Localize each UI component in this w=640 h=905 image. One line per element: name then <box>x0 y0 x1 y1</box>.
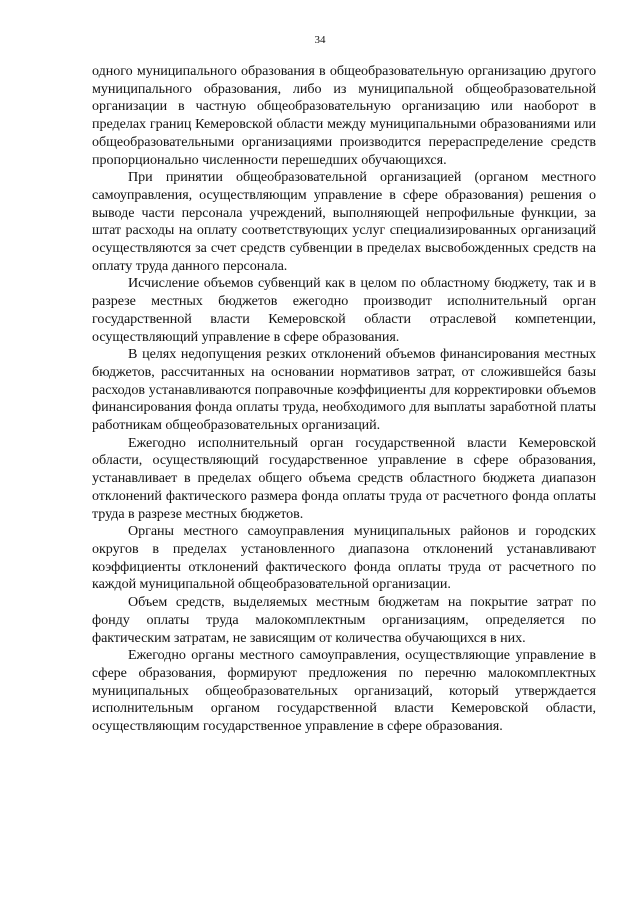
paragraph-1: одного муниципального образования в общеобразовательную организацию другого муниципального образования, либо из муниципальной общеобразовательной организации в частную общеобразовательную организацию или наоборот в пределах границ Кемеровской области между муниципальными образованиями или общеобразовательными организациями производится перераспределение средств пропорционально численности перешедших обучающихся. <box>92 63 596 168</box>
paragraph-7: Объем средств, выделяемых местным бюджетам на покрытие затрат по фонду оплаты труда малокомплектным организациям, определяется по фактическим затратам, не зависящим от количества обучающихся в них. <box>92 594 596 646</box>
paragraph-4: В целях недопущения резких отклонений объемов финансирования местных бюджетов, рассчитанных на основании нормативов затрат, от сложившейся базы расходов устанавливаются поправочные коэффициенты для корректировки объемов финансирования фонда оплаты труда, необходимого для выплаты заработной платы работникам общеобразовательных организаций. <box>92 346 596 434</box>
paragraph-6: Органы местного самоуправления муниципальных районов и городских округов в пределах установленного диапазона отклонений устанавливают коэффициенты отклонений фактического фонда оплаты труда от расчетного по каждой муниципальной общеобразовательной организации. <box>92 523 596 593</box>
paragraph-3: Исчисление объемов субвенций как в целом по областному бюджету, так и в разрезе местных бюджетов ежегодно производит исполнительный орган государственной власти Кемеровской области отраслевой компетенции, осуществляющий управление в сфере образования. <box>92 275 596 345</box>
page-number: 34 <box>314 34 326 46</box>
document-body <box>92 63 596 736</box>
paragraph-8: Ежегодно органы местного самоуправления, осуществляющие управление в сфере образования, формируют предложения по перечню малокомплектных муниципальных общеобразовательных организаций, который утверждается исполнительным органом государственной власти Кемеровской области, осуществляющим государственное управление в сфере образования. <box>92 647 596 735</box>
paragraph-2: При принятии общеобразовательной организацией (органом местного самоуправления, осуществляющим управление в сфере образования) решения о выводе части персонала учреждений, выполняющей непрофильные функции, за штат расходы на оплату соответствующих услуг специализированных организаций осуществляются за счет средств субвенции в пределах высвобожденных средств на оплату труда данного персонала. <box>92 169 596 274</box>
paragraph-5: Ежегодно исполнительный орган государственной власти Кемеровской области, осуществляющий государственное управление в сфере образования, устанавливает в пределах общего объема средств областного бюджета диапазон отклонений фактического размера фонда оплаты труда от расчетного фонда оплаты труда в разрезе местных бюджетов. <box>92 434 596 522</box>
